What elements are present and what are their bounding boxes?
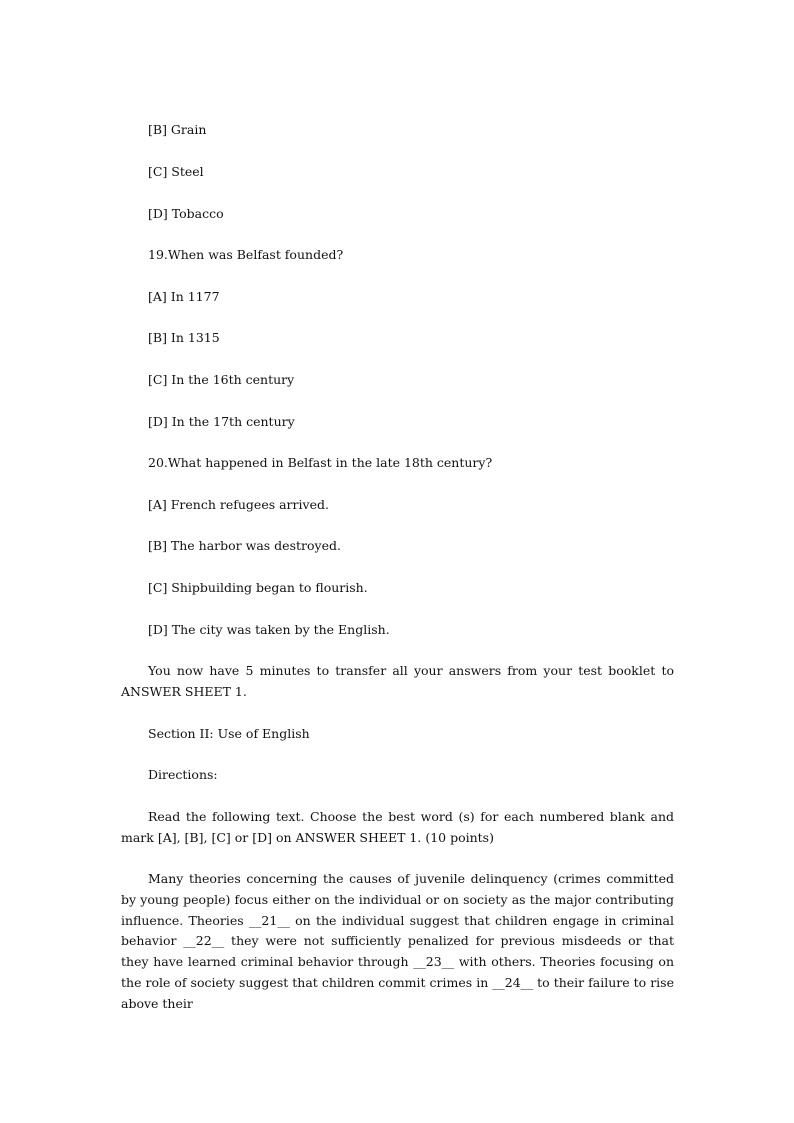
passage-text: Many theories concerning the causes of juvenile delinquency (crimes committed by young people) focus either on the individual or on society as the major contributing influence. Theories __21__ on the individual suggest that children engage in criminal behavior __22__ they were not sufficiently penalized for previous misdeeds or that they have learned criminal behavior through __23__ with others. Theories focusing on the role of society suggest that children commit crimes in __24__ to their failure to rise above their (121, 871, 674, 1011)
section-title: Section II: Use of English (148, 726, 310, 741)
q19-option-c: [C] In the 16th century (148, 372, 295, 387)
q20-question: 20.What happened in Belfast in the late 18th century? (148, 455, 493, 470)
q18-option-b: [B] Grain (148, 122, 207, 137)
q18-option-d: [D] Tobacco (148, 206, 224, 221)
transfer-note: You now have 5 minutes to transfer all your answers from your test booklet to ANSWER SHEET 1. (121, 663, 674, 699)
directions-text: Read the following text. Choose the best word (s) for each numbered blank and mark [A], [B], [C] or [D] on ANSWER SHEET 1. (10 points) (121, 809, 674, 845)
q20-option-c: [C] Shipbuilding began to flourish. (148, 580, 368, 595)
q19-option-a: [A] In 1177 (148, 289, 220, 304)
directions-label: Directions: (148, 767, 218, 782)
q20-option-a: [A] French refugees arrived. (148, 497, 329, 512)
q20-option-b: [B] The harbor was destroyed. (148, 538, 341, 553)
q18-option-c: [C] Steel (148, 164, 204, 179)
q19-option-d: [D] In the 17th century (148, 414, 295, 429)
q19-question: 19.When was Belfast founded? (148, 247, 344, 262)
q20-option-d: [D] The city was taken by the English. (148, 622, 390, 637)
q19-option-b: [B] In 1315 (148, 330, 220, 345)
